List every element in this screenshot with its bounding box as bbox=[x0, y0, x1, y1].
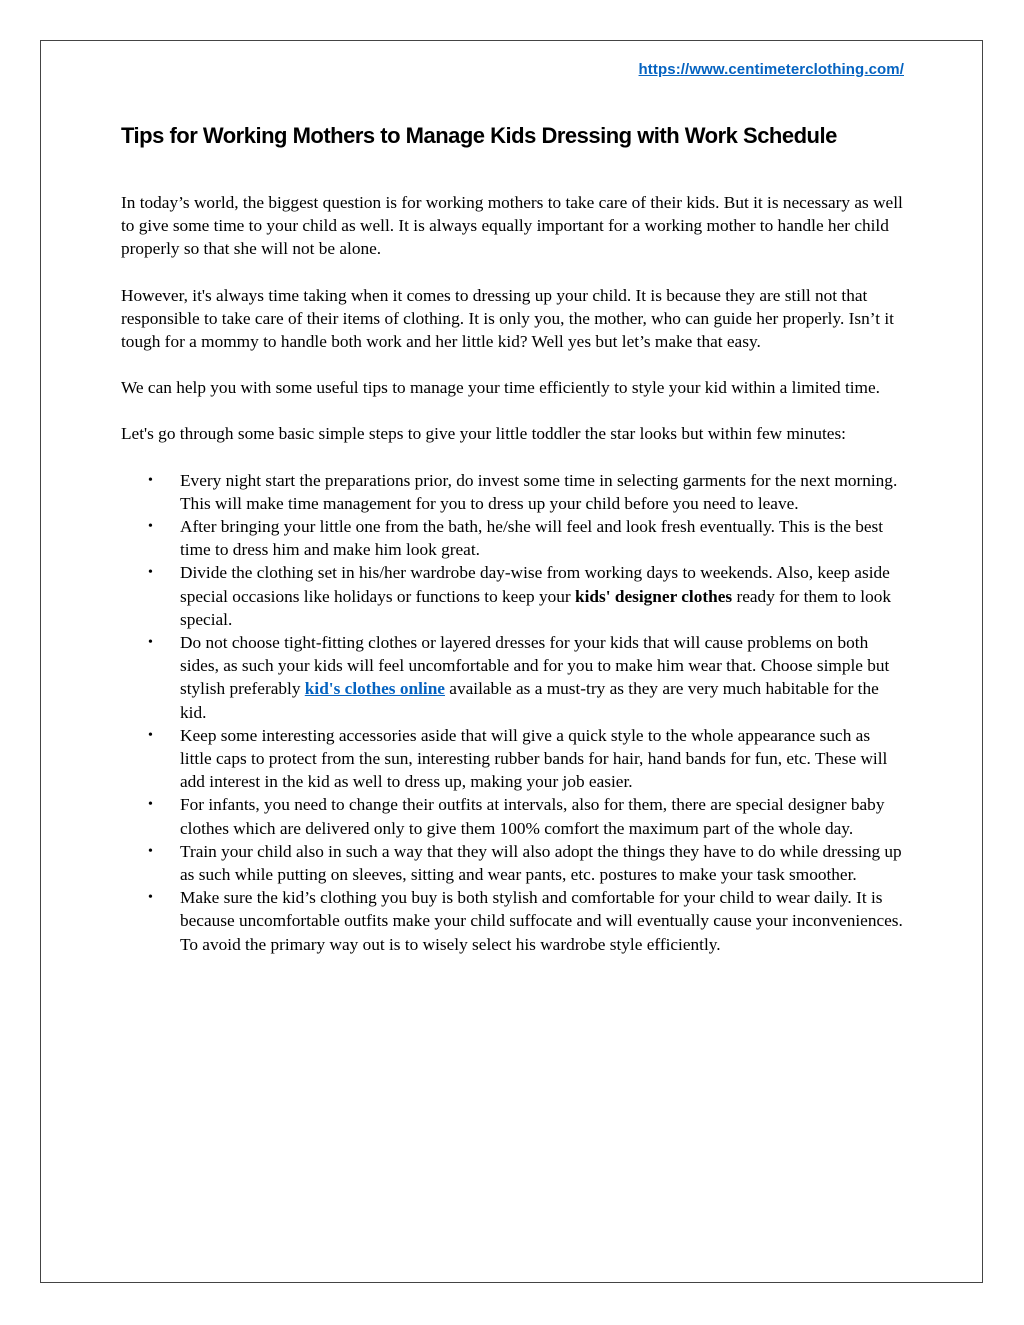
body-paragraph: We can help you with some useful tips to manage your time efficiently to style your kid within a limited time. bbox=[121, 378, 880, 398]
list-item bbox=[121, 886, 906, 956]
bullet-icon: • bbox=[148, 472, 153, 488]
list-item bbox=[121, 561, 906, 631]
bullet-icon: • bbox=[148, 565, 153, 581]
kids-clothes-online-link[interactable]: kid's clothes online bbox=[304, 679, 445, 699]
list-item bbox=[121, 631, 906, 724]
list-item bbox=[121, 515, 906, 561]
bullet-icon: • bbox=[148, 890, 153, 906]
list-item-text: Train your child also in such a way that they will also adopt the things they have to do while dressing up as such while putting on sleeves, sitting and wear pants, etc. postures to make your task smoother. bbox=[180, 841, 902, 885]
list-item-text: Do not choose tight-fitting clothes or layered dresses for your kids that will cause problems on both sides, as such your kids will feel uncomfortable and for you to make him wear that. Choose simple but stylish preferably bbox=[180, 633, 890, 699]
list-item bbox=[121, 840, 906, 886]
list-item bbox=[121, 469, 906, 515]
bold-phrase: kids' designer clothes bbox=[574, 586, 733, 606]
bullet-icon: • bbox=[148, 635, 153, 651]
list-item bbox=[121, 724, 906, 794]
list-item-text: Every night start the preparations prior, do invest some time in selecting garments for the next morning. This will make time management for you to dress up your child before you need to leave. bbox=[180, 470, 898, 513]
list-item-text: available as a must-try as they are very much habitable for the kid. bbox=[180, 679, 879, 722]
list-item-text: After bringing your little one from the bath, he/she will feel and look fresh eventually. This is the best time to dress him and make him look great. bbox=[180, 517, 884, 560]
tips-list bbox=[121, 469, 906, 956]
list-item-text: ready for them to look special. bbox=[180, 586, 891, 629]
list-item bbox=[121, 793, 906, 839]
document-title: Tips for Working Mothers to Manage Kids Dressing with Work Schedule bbox=[121, 123, 837, 148]
bullet-icon: • bbox=[148, 843, 153, 859]
body-paragraph: However, it's always time taking when it comes to dressing up your child. It is because they are still not that responsible to take care of their items of clothing. It is only you, the mother, who can guide her properly. Isn’t it tough for a mommy to handle both work and her little kid? Well yes but let’s make that easy. bbox=[121, 285, 894, 352]
list-item-text: For infants, you need to change their outfits at intervals, also for them, there are special designer baby clothes which are delivered only to give them 100% comfort the maximum part of the whole day. bbox=[180, 795, 885, 838]
list-item-text: Divide the clothing set in his/her wardrobe day-wise from working days to weekends. Also, keep aside special occasions like holidays or functions to keep your bbox=[180, 563, 890, 606]
bullet-icon: • bbox=[148, 727, 153, 743]
bullet-icon: • bbox=[148, 797, 153, 813]
list-item-text: Keep some interesting accessories aside that will give a quick style to the whole appearance such as little caps to protect from the sun, interesting rubber bands for hair, hand bands for fun, etc. These will add interest in the kid as well to dress up, making your job easier. bbox=[180, 725, 888, 792]
list-item-text: Make sure the kid’s clothing you buy is both stylish and comfortable for your child to wear daily. It is because uncomfortable outfits make your child suffocate and will eventually cause your inconveniences. To avoid the primary way out is to wisely select his wardrobe style efficiently. bbox=[180, 888, 903, 954]
intro-paragraph: In today’s world, the biggest question is for working mothers to take care of their kids. But it is necessary as well to give some time to your child as well. It is always equally important for a working mother to handle her child properly so that she will not be alone. bbox=[121, 193, 903, 259]
list-intro-paragraph: Let's go through some basic simple steps to give your little toddler the star looks but within few minutes: bbox=[121, 424, 846, 444]
bullet-icon: • bbox=[148, 519, 153, 535]
document-body bbox=[121, 191, 906, 956]
header-url-link[interactable]: https://www.centimeterclothing.com/ bbox=[638, 61, 904, 78]
